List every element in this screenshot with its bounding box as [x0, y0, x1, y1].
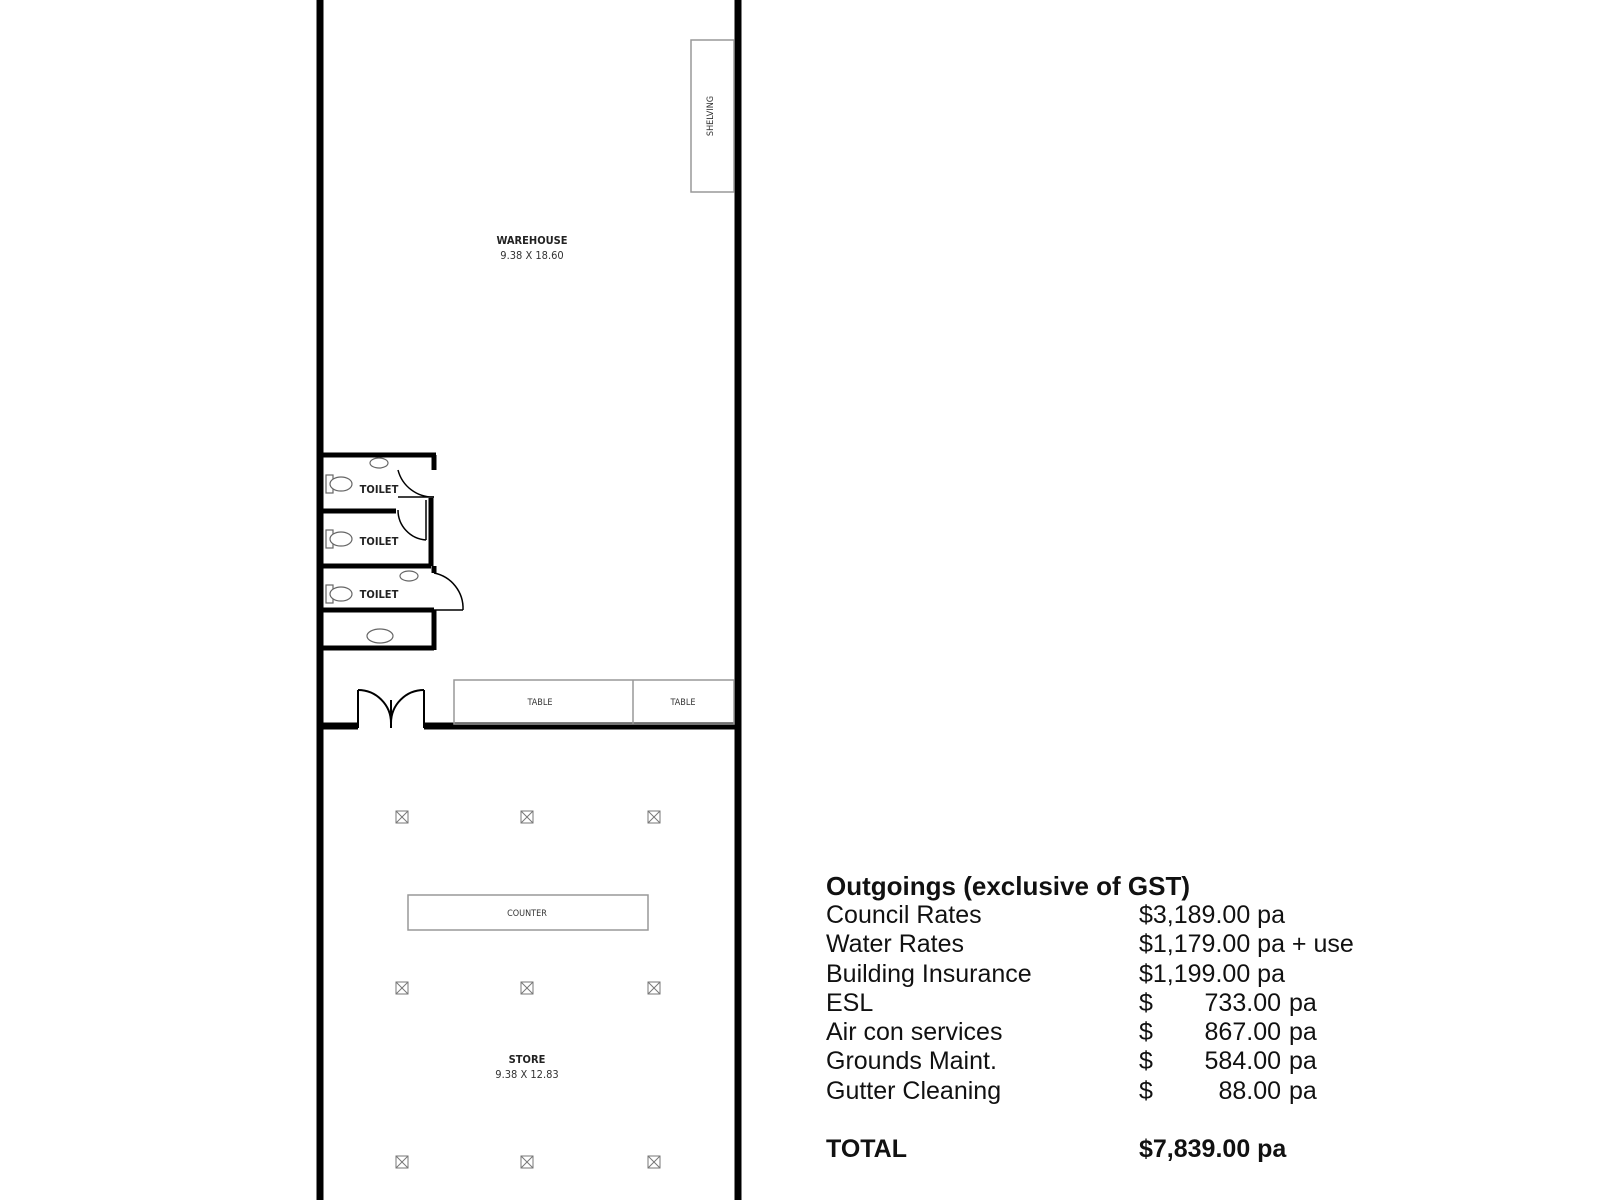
warehouse-name: WAREHOUSE — [496, 234, 568, 247]
outgoing-amount — [1139, 1018, 1317, 1047]
outgoing-unit: pa — [1289, 1076, 1317, 1105]
outgoings-title: Outgoings (exclusive of GST) — [826, 871, 1191, 901]
toilet-label-1: TOILET — [359, 483, 399, 496]
outgoing-amount — [1139, 989, 1317, 1018]
outgoings-total — [826, 1134, 1426, 1164]
outgoing-unit: pa — [1289, 1018, 1317, 1047]
store-name: STORE — [508, 1053, 546, 1066]
store-room — [495, 1053, 558, 1081]
outgoing-currency: $ — [1139, 1018, 1153, 1047]
outgoing-row — [826, 1018, 1426, 1047]
outgoing-label: Air con services — [826, 1018, 1003, 1047]
store-dims: 9.38 X 12.83 — [495, 1068, 559, 1081]
total-amount: $7,839.00 pa — [1139, 1135, 1287, 1164]
toilet-label-3: TOILET — [359, 588, 399, 601]
outgoing-row — [826, 1077, 1426, 1106]
outgoing-row — [826, 901, 1426, 930]
shelving — [691, 40, 734, 192]
shelving-label: SHELVING — [706, 95, 716, 137]
outgoing-amount-text: $3,189.00 pa — [1139, 901, 1285, 929]
total-label: TOTAL — [826, 1135, 908, 1164]
outgoing-label: Council Rates — [826, 901, 982, 929]
outgoing-amount — [1139, 1047, 1317, 1076]
outgoing-value: 88.00 — [1218, 1076, 1281, 1105]
outgoing-label: Water Rates — [826, 930, 965, 959]
outgoing-amount — [1139, 960, 1285, 989]
double-door — [358, 690, 424, 728]
toilet-block — [320, 455, 463, 650]
outgoing-label: ESL — [826, 988, 874, 1017]
toilet-label-2: TOILET — [359, 535, 399, 548]
outgoing-amount — [1139, 930, 1354, 959]
outgoing-currency: $ — [1139, 988, 1153, 1017]
outgoing-row — [826, 989, 1426, 1018]
outgoing-unit: pa — [1289, 988, 1317, 1017]
warehouse-room — [496, 234, 567, 262]
outgoing-currency: $ — [1139, 1047, 1153, 1076]
outgoing-value: 584.00 — [1204, 1047, 1281, 1076]
counter-label: COUNTER — [507, 909, 547, 919]
outgoings-table — [826, 871, 1426, 1164]
warehouse-dims: 9.38 X 18.60 — [500, 249, 564, 262]
counter — [408, 895, 648, 930]
table-label-2: TABLE — [670, 698, 696, 708]
outgoings-rows — [826, 901, 1426, 1106]
outgoing-currency: $ — [1139, 1076, 1153, 1105]
table-label-1: TABLE — [527, 698, 553, 708]
outgoing-value: 867.00 — [1204, 1018, 1281, 1047]
outgoing-amount-text: $1,199.00 pa — [1139, 959, 1285, 988]
outgoing-amount — [1139, 901, 1285, 930]
light-fixtures — [396, 811, 660, 1168]
outgoing-value: 733.00 — [1204, 988, 1281, 1017]
outgoing-row — [826, 1047, 1426, 1076]
outgoing-label: Building Insurance — [826, 959, 1032, 988]
outgoing-amount-text: $1,179.00 pa + use — [1139, 930, 1354, 959]
outgoing-row — [826, 960, 1426, 989]
outgoing-label: Gutter Cleaning — [826, 1076, 1002, 1105]
outgoing-row — [826, 930, 1426, 959]
outgoing-label: Grounds Maint. — [826, 1047, 997, 1076]
outgoing-amount — [1139, 1077, 1317, 1106]
tables — [454, 680, 734, 724]
outgoing-unit: pa — [1289, 1047, 1317, 1076]
